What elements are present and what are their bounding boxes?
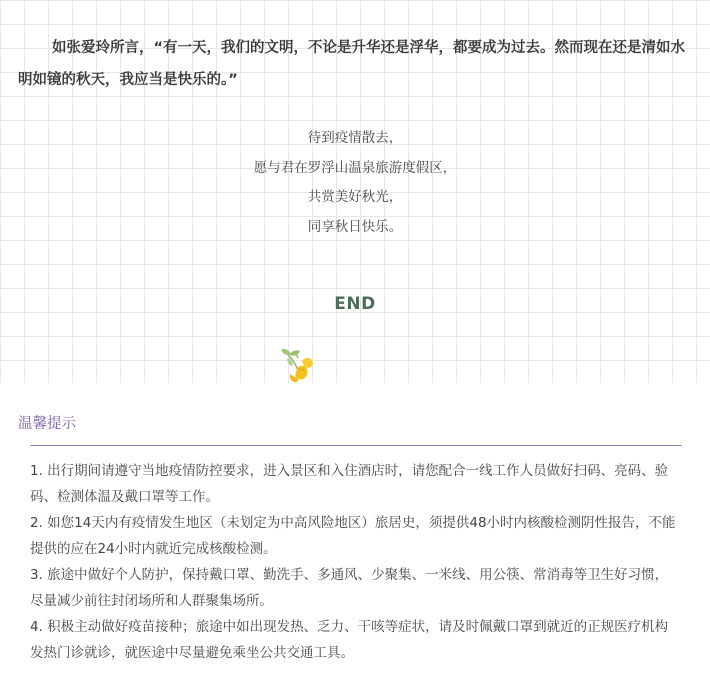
tips-list bbox=[30, 458, 680, 666]
poem-line: 共赏美好秋光， bbox=[307, 189, 403, 205]
poem-block bbox=[0, 124, 710, 242]
yellow-tulip-icon bbox=[276, 344, 320, 388]
divider bbox=[30, 445, 682, 446]
list-item: 1. 出行期间请遵守当地疫情防控要求，进入景区和入住酒店时，请您配合一线工作人员做好扫码、亮码、验码、检测体温及戴口罩等工作。 bbox=[30, 463, 669, 505]
poem-line: 待到疫情散去， bbox=[307, 130, 403, 146]
poem-line: 愿与君在罗浮山温泉旅游度假区， bbox=[253, 159, 457, 176]
poem-line: 同享秋日快乐。 bbox=[307, 218, 403, 235]
list-item: 4. 积极主动做好疫苗接种；旅途中如出现发热、乏力、干咳等症状，请及时佩戴口罩到就近的正规医疗机构发热门诊就诊，就医途中尽量避免乘坐公共交通工具。 bbox=[30, 619, 669, 661]
quote-paragraph: 如张爱玲所言，“有一天，我们的文明，不论是升华还是浮华，都要成为过去。然而现在还是清如水明如镜的秋天，我应当是快乐的。” bbox=[18, 40, 686, 88]
end-label: END bbox=[334, 294, 376, 314]
tips-title: 温馨提示 bbox=[18, 416, 76, 432]
list-item: 2. 如您14天内有疫情发生地区（未划定为中高风险地区）旅居史，须提供48小时内核酸检测阴性报告，不能提供的应在24小时内就近完成核酸检测。 bbox=[30, 515, 676, 557]
list-item: 3. 旅途中做好个人防护，保持戴口罩、勤洗手、多通风、少聚集、一米线、用公筷、常消毒等卫生好习惯，尽量减少前往封闭场所和人群聚集场所。 bbox=[30, 567, 669, 609]
